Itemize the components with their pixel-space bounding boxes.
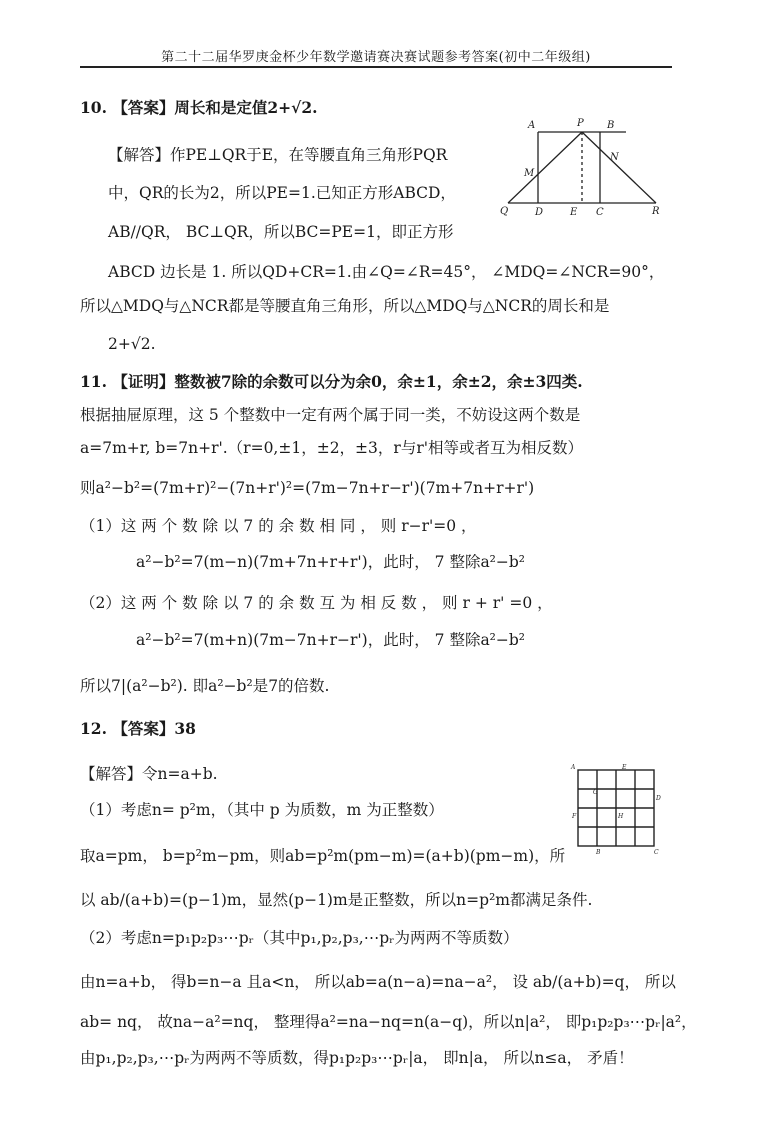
problem-12-case-2-line-3: 由p₁,p₂,p₃,⋯pᵣ为两两不等质数，得p₁p₂p₃⋯pᵣ|a， 即n|a， 所以n≤a， 矛盾！ bbox=[80, 1049, 634, 1067]
fig1-label-p: P bbox=[577, 118, 584, 129]
problem-10-solution-line-5: 所以△MDQ与△NCR都是等腰直角三角形，所以△MDQ与△NCR的周长和是 bbox=[80, 297, 610, 315]
problem-11-conclusion: 所以7|(a²−b²). 即a²−b²是7的倍数. bbox=[80, 677, 330, 695]
problem-11-case-1-formula: a²−b²=7(m−n)(7m+7n+r+r')，此时， 7 整除a²−b² bbox=[136, 553, 526, 571]
fig1-label-e: E bbox=[570, 207, 578, 218]
problem-12-case-2-line-1: 由n=a+b， 得b=n−a 且a<n， 所以ab=a(n−a)=na−a²， 设 ab/(a+b)=q， 所以 bbox=[80, 973, 676, 991]
page-header: 第二十二届华罗庚金杯少年数学邀请赛决赛试题参考答案(初中二年级组) bbox=[161, 50, 591, 65]
problem-12-case-1: （1）考虑n= p²m，（其中 p 为质数，m 为正整数） bbox=[80, 801, 444, 819]
figure-grid bbox=[566, 760, 666, 860]
fig1-label-r: R bbox=[652, 206, 660, 217]
fig2-label-g: G bbox=[593, 789, 598, 796]
problem-11-line-1: 根据抽屉原理，这 5 个整数中一定有两个属于同一类，不妨设这两个数是 bbox=[80, 406, 581, 424]
fig2-label-h: H bbox=[618, 813, 624, 820]
fig1-label-n: N bbox=[610, 152, 619, 163]
fig1-label-c: C bbox=[596, 207, 604, 218]
problem-10-solution-line-3: AB//QR， BC⊥QR，所以BC=PE=1，即正方形 bbox=[108, 223, 454, 241]
problem-11-proof-title: 11. 【证明】整数被7除的余数可以分为余0，余±1，余±2，余±3四类. bbox=[80, 372, 583, 391]
fig2-label-f: F bbox=[572, 813, 577, 820]
problem-12-case-1-line-2: 以 ab/(a+b)=(p−1)m，显然(p−1)m是正整数，所以n=p²m都满足条件. bbox=[80, 891, 593, 909]
fig1-label-m: M bbox=[524, 168, 535, 179]
problem-12-answer: 12. 【答案】38 bbox=[80, 719, 196, 738]
fig1-label-q: Q bbox=[500, 206, 509, 217]
problem-11-case-2-formula: a²−b²=7(m+n)(7m−7n+r−r')，此时， 7 整除a²−b² bbox=[136, 631, 526, 649]
fig1-label-a: A bbox=[528, 120, 536, 131]
problem-10-solution-line-1: 【解答】作PE⊥QR于E，在等腰直角三角形PQR bbox=[108, 146, 448, 164]
problem-12-case-2: （2）考虑n=p₁p₂p₃⋯pᵣ（其中p₁,p₂,p₃,⋯pᵣ为两两不等质数） bbox=[80, 929, 519, 947]
problem-11-case-1: （1）这 两 个 数 除 以 7 的 余 数 相 同 ， 则 r−r'=0 ， bbox=[80, 517, 477, 535]
fig2-label-a: A bbox=[571, 764, 576, 771]
problem-12-solution-intro: 【解答】令n=a+b. bbox=[80, 765, 218, 783]
problem-10-solution-line-4: ABCD 边长是 1. 所以QD+CR=1.由∠Q=∠R=45°， ∠MDQ=∠NCR=90°， bbox=[108, 263, 665, 281]
problem-10-solution-line-2: 中，QR的长为2，所以PE=1.已知正方形ABCD， bbox=[108, 184, 456, 202]
header-rule bbox=[80, 66, 672, 68]
fig1-label-d: D bbox=[535, 207, 544, 218]
fig1-label-b: B bbox=[607, 120, 615, 131]
figure-triangle-square bbox=[496, 114, 672, 218]
problem-10-solution-line-6: 2+√2. bbox=[108, 335, 156, 353]
problem-12-case-1-line-1: 取a=pm， b=p²m−pm，则ab=p²m(pm−m)=(a+b)(pm−m)，所 bbox=[80, 847, 566, 865]
problem-11-line-3: 则a²−b²=(7m+r)²−(7n+r')²=(7m−7n+r−r')(7m+7n+r+r') bbox=[80, 479, 535, 497]
problem-10-answer: 10. 【答案】周长和是定值2+√2. bbox=[80, 98, 318, 117]
problem-11-line-2: a=7m+r, b=7n+r'.（r=0,±1，±2，±3，r与r'相等或者互为相反数） bbox=[80, 439, 583, 457]
fig2-label-c: C bbox=[654, 849, 659, 856]
fig2-label-e: E bbox=[622, 764, 627, 771]
problem-12-case-2-line-2: ab= nq， 故na−a²=nq， 整理得a²=na−nq=n(a−q)，所以n|a²， 即p₁p₂p₃⋯pᵣ|a²， bbox=[80, 1013, 697, 1031]
fig2-label-d: D bbox=[656, 795, 661, 802]
fig2-label-b: B bbox=[596, 849, 601, 856]
problem-11-case-2: （2）这 两 个 数 除 以 7 的 余 数 互 为 相 反 数 ， 则 r + r' =0 ， bbox=[80, 594, 553, 612]
